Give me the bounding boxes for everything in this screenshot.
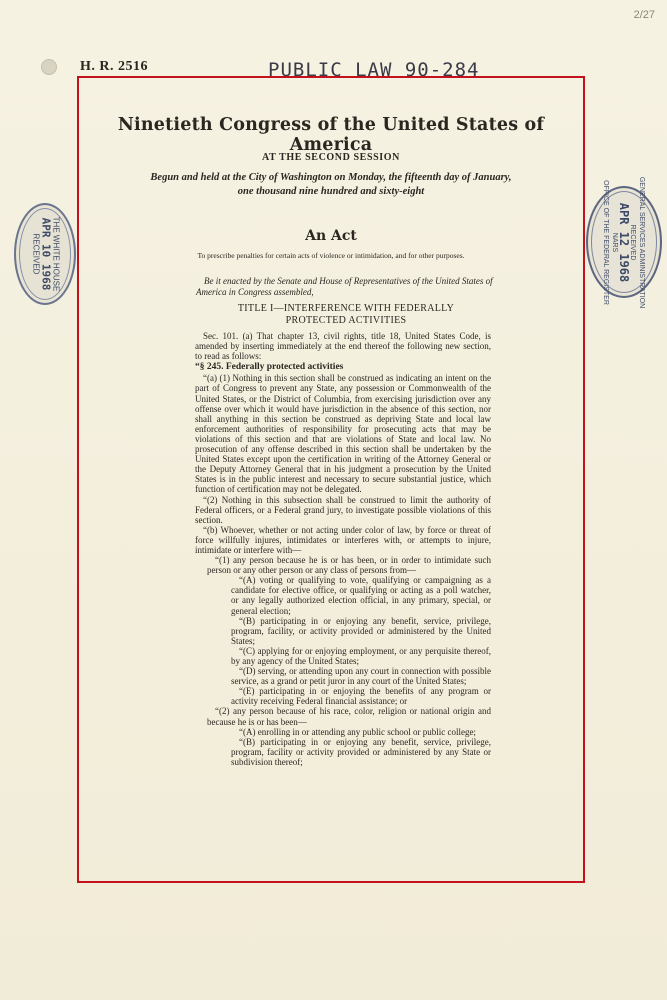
paragraph-b: “(b) Whoever, whether or not acting under color of law, by force or threat of force willfully injures, intimidates or interferes with, or attempts to injure, intimidate or interfere with— [195,524,491,555]
gsa-stamp-line-1: GENERAL SERVICES ADMINISTRATION [638,176,646,308]
paragraph-b1-d: “(D) serving, or attending upon any court in connection with possible service, as a grand or petit juror in any court of the United States; [231,666,491,687]
paragraph-b2-b: “(B) participating in or enjoying any benefit, service, privilege, program, facility or activity provided or administered by any State or subdivision thereof; [231,736,491,767]
act-purpose: To prescribe penalties for certain acts of violence or intimidation, and for other purposes. [197,251,465,260]
paragraph-a1: “(a) (1) Nothing in this section shall be construed as indicating an intent on the part of Congress to prevent any State, any possession or Commonwealth of the United States, or the District of Columbia, from exercising jurisdiction over any offense over which it would have jurisdiction in the absence of this section, nor shall anything in this section be construed as depriving State and local law enforcement authorities of responsibility for prosecuting acts that may be violations of this section and that are violations of State and local law. No prosecution of any offense described in this section shall be undertaken by the United States except upon the certification in writing of the Attorney General or the Deputy Attorney General that in his judgment a prosecution by the United States is in the public interest and necessary to secure substantial justice, which function of certification may not be delegated. [195,373,491,495]
gsa-stamp-date: APR 12 1968 [617,202,632,282]
gsa-stamp-line-3: NARS [611,232,619,252]
paragraph-b1-e: “(E) participating in or enjoying the benefits of any program or activity receiving Federal financial assistance; or [231,686,491,707]
gsa-stamp-text [602,176,647,307]
public-law-number: PUBLIC LAW 90-284 [268,59,480,81]
white-house-received-stamp [14,203,76,305]
paragraph-b2-a: “(A) enrolling in or attending any public school or public college; [239,726,476,737]
paragraph-b1-a: “(A) voting or qualifying to vote, qualifying or campaigning as a candidate for elective office, or qualifying or acting as a poll watcher, or any legally authorized election official, in any primary, special, or general election; [231,575,491,616]
begun-line-1: Begun and held at the City of Washington on Monday, the fifteenth day of January, [150,172,512,183]
begun-statement [130,171,532,199]
begun-line-2: one thousand nine hundred and sixty-eight [237,186,425,197]
section-101-paragraph: Sec. 101. (a) That chapter 13, civil rights, title 18, United States Code, is amended by inserting immediately at the end thereof the following new section, to read as follows: [195,331,491,362]
corner-page-note: 2/27 [633,9,655,21]
title-one-heading [196,303,496,327]
congress-heading: Ninetieth Congress of the United States of America [117,115,545,155]
paragraph-b1: “(1) any person because he is or has been, or in order to intimidate such person or any other person or any class of persons from— [207,555,491,576]
session-heading: AT THE SECOND SESSION [262,152,400,163]
act-body-text [195,331,491,767]
enacting-clause: Be it enacted by the Senate and House of Representatives of the United States of America in Congress assembled, [196,276,493,297]
white-house-stamp-text [30,217,60,292]
paragraph-b1-b: “(B) participating in or enjoying any benefit, service, privilege, program, facility, or activity provided or administered by the United States; [231,615,491,646]
gsa-received-stamp [586,176,662,308]
white-house-stamp-date: APR 10 1968 [39,217,53,291]
title-one-line-2: PROTECTED ACTIVITIES [285,315,407,326]
paragraph-a2: “(2) Nothing in this subsection shall be construed to limit the authority of Federal officers, or a Federal grand jury, to investigate possible violations of this section. [195,494,491,525]
gsa-stamp-line-4: OFFICE OF THE FEDERAL REGISTER [602,179,610,305]
act-title: An Act [305,228,357,244]
paragraph-b1-c: “(C) applying for or enjoying employment, or any perquisite thereof, by any agency of the United States; [231,645,491,666]
punch-hole [41,59,57,75]
section-245-heading: “§ 245. Federally protected activities [195,362,344,373]
gsa-stamp-line-2: RECEIVED [629,224,637,260]
white-house-stamp-line-1: THE WHITE HOUSE [51,216,61,292]
white-house-stamp-line-2: RECEIVED [31,233,41,275]
bill-number: H. R. 2516 [80,59,148,74]
paragraph-b2: “(2) any person because of his race, color, religion or national origin and because he is or has been— [207,706,491,727]
title-one-line-1: TITLE I—INTERFERENCE WITH FEDERALLY [237,303,455,314]
